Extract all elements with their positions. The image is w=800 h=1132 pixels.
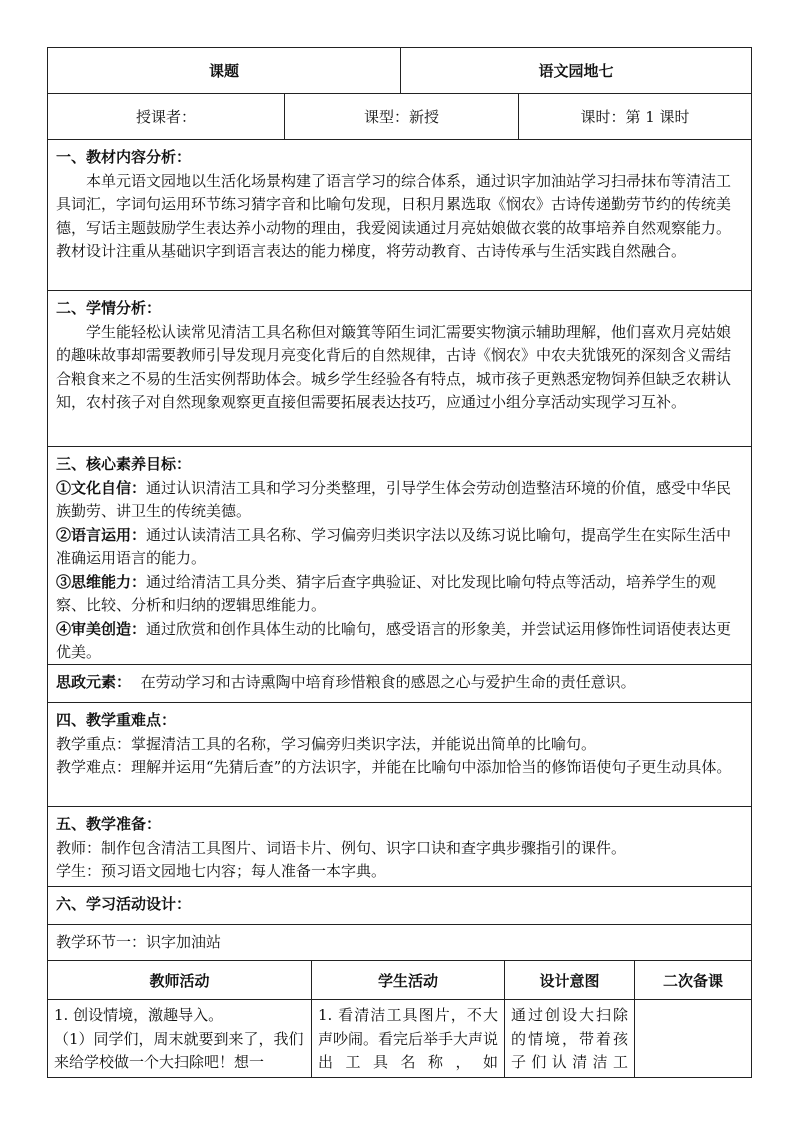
col-teacher-activity: 教师活动 xyxy=(149,971,210,990)
lesson-period: 课时：第 1 课时 xyxy=(518,94,751,139)
col-student-activity: 学生活动 xyxy=(311,961,504,999)
goal-label: ②语言运用： xyxy=(56,525,147,544)
learner-analysis-section xyxy=(48,291,751,447)
key-point-text: 教学重点：掌握清洁工具的名称，学习偏旁归类识字法，并能说出简单的比喻句。 xyxy=(56,734,597,753)
textbook-analysis-title: 一、教材内容分析： xyxy=(56,148,192,166)
activity-table-header xyxy=(48,961,751,1000)
topic-value: 语文园地七 xyxy=(400,48,751,93)
lesson-type: 课型：新授 xyxy=(284,94,518,139)
stage-row xyxy=(48,925,751,961)
ideology-section xyxy=(48,665,751,703)
goal-label: ①文化自信： xyxy=(56,478,147,497)
goal-item xyxy=(56,571,743,618)
goal-item xyxy=(56,524,743,571)
ideology-line xyxy=(56,671,743,695)
preparation-section xyxy=(48,807,751,887)
goal-item xyxy=(56,618,743,665)
goal-label: ④审美创造： xyxy=(56,619,147,638)
goal-label: ③思维能力： xyxy=(56,572,147,591)
col-second-prep: 二次备课 xyxy=(634,961,751,999)
activity-design-title: 六、学习活动设计： xyxy=(56,895,192,913)
difficulty-text: 教学难点：理解并运用“先猜后查”的方法识字，并能在比喻句中添加恰当的修饰语使句子更生动具体。 xyxy=(56,758,732,776)
activity-table-row xyxy=(48,1000,751,1077)
core-goals-section xyxy=(48,447,751,665)
student-activity-cell: 1. 看清洁工具图片，不大声吵闹。看完后举手大声说出工具名称，如 xyxy=(311,1000,504,1077)
topic-row xyxy=(48,48,751,94)
teacher-activity-cell: 1. 创设情境，激趣导入。 （1）同学们，周末就要到来了，我们来给学校做一个大扫除吧！想一 xyxy=(54,1006,304,1071)
design-intent-cell: 通过创设大扫除的情境，带着孩子们认清洁工 xyxy=(504,1000,634,1077)
learner-analysis-title: 二、学情分析： xyxy=(56,299,162,317)
goal-text: 通过欣赏和创作具体生动的比喻句，感受语言的形象美，并尝试运用修饰性词语使表达更优美。 xyxy=(56,619,732,661)
core-goals-title: 三、核心素养目标： xyxy=(56,455,192,473)
textbook-analysis-section xyxy=(48,140,751,291)
key-points-section xyxy=(48,703,751,807)
second-prep-cell xyxy=(634,1000,751,1077)
teacher-label: 授课者： xyxy=(135,108,196,126)
goal-text: 通过认读清洁工具名称、学习偏旁归类识字法以及练习说比喻句，提高学生在实际生活中准确运用语言的能力。 xyxy=(56,525,732,567)
topic-label: 课题 xyxy=(208,62,239,80)
ideology-text: 在劳动学习和古诗熏陶中培育珍惜粮食的感恩之心与爱护生命的责任意识。 xyxy=(140,673,636,691)
activity-design-section xyxy=(48,887,751,925)
textbook-analysis-body: 本单元语文园地以生活化场景构建了语言学习的综合体系，通过识字加油站学习扫帚抹布等清洁工具词汇，字词句运用环节练习猜字音和比喻句发现，日积月累选取《悯农》古诗传递勤劳节约的传统美德，写话主题鼓励学生表达养小动物的理由，我爱阅读通过月亮姑娘做衣裳的故事培养自然观察能力。教材设计注重从基础识字到语言表达的能力梯度，将劳动教育、古诗传承与生活实践自然融合。 xyxy=(56,171,732,260)
preparation-title: 五、教学准备： xyxy=(56,815,162,833)
goal-text: 通过认识清洁工具和学习分类整理，引导学生体会劳动创造整洁环境的价值，感受中华民族勤劳、讲卫生的传统美德。 xyxy=(56,478,732,520)
learner-analysis-body: 学生能轻松认读常见清洁工具名称但对簸箕等陌生词汇需要实物演示辅助理解，他们喜欢月亮姑娘的趣味故事却需要教师引导发现月亮变化背后的自然规律，古诗《悯农》中农夫犹饿死的深刻含义需结合粮食来之不易的生活实例帮助体会。城乡学生经验各有特点，城市孩子更熟悉宠物饲养但缺乏农耕认知，农村孩子对自然现象观察更直接但需要拓展表达技巧，应通过小组分享活动实现学习互补。 xyxy=(56,322,732,411)
col-design-intent: 设计意图 xyxy=(504,961,634,999)
ideology-label: 思政元素： xyxy=(56,673,132,691)
meta-row xyxy=(48,94,751,140)
teacher-prep: 教师：制作包含清洁工具图片、词语卡片、例句、识字口诀和查字典步骤指引的课件。 xyxy=(56,838,627,857)
lesson-plan-table xyxy=(47,47,752,1078)
goal-text: 通过给清洁工具分类、猜字后查字典验证、对比发现比喻句特点等活动，培养学生的观察、比较、分析和归纳的逻辑思维能力。 xyxy=(56,572,717,614)
student-prep: 学生：预习语文园地七内容；每人准备一本字典。 xyxy=(56,862,387,880)
stage-label: 教学环节一：识字加油站 xyxy=(56,933,222,951)
key-points-title: 四、教学重难点： xyxy=(56,711,177,729)
goal-item xyxy=(56,477,743,524)
